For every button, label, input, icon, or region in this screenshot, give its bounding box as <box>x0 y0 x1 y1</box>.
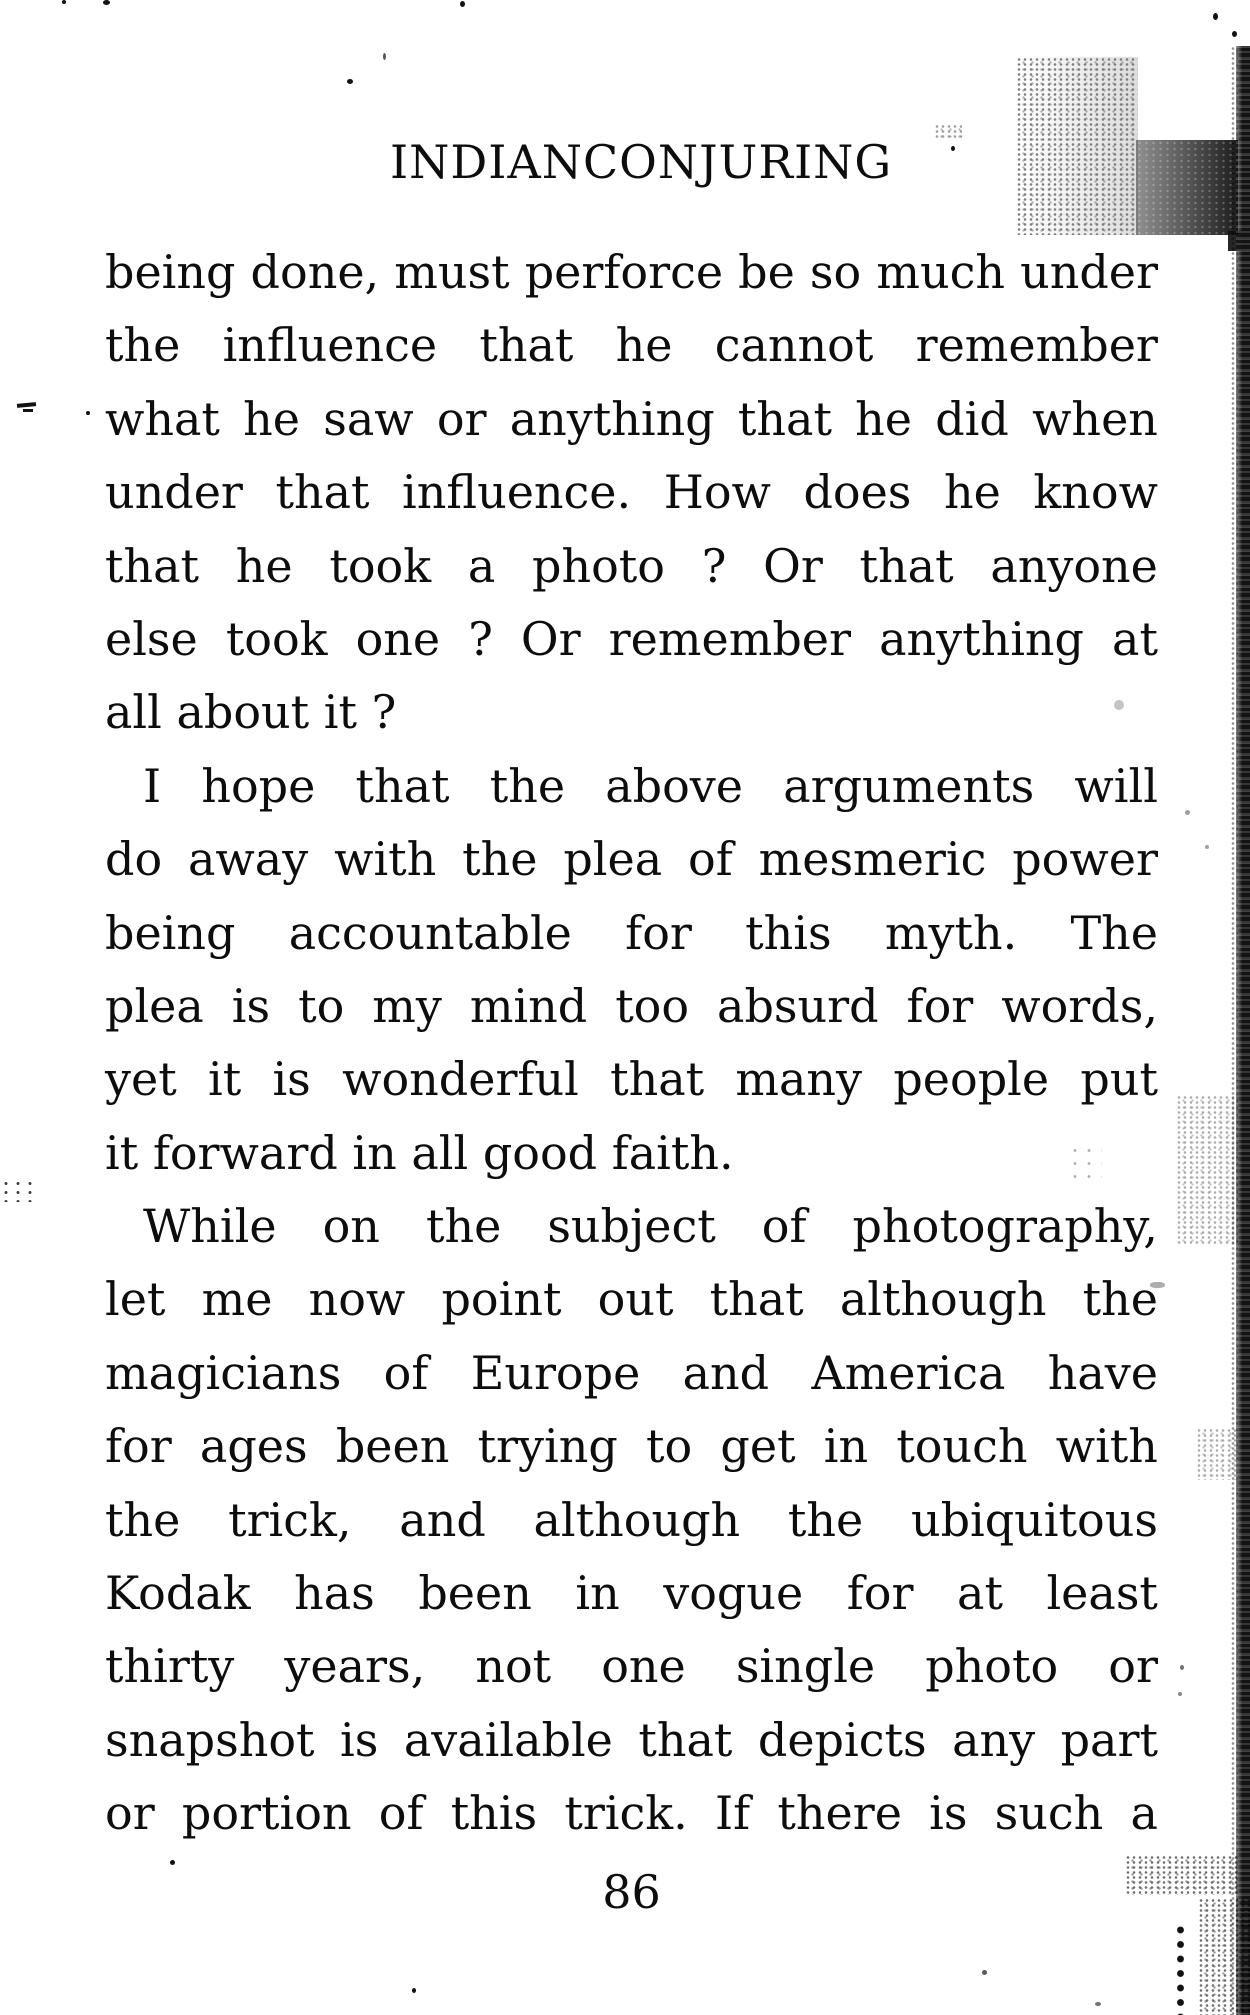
word: touch <box>896 1419 1028 1474</box>
scan-speck <box>1205 845 1209 849</box>
text-line <box>105 970 1158 1043</box>
word: done, <box>250 245 380 299</box>
chapter-running-head <box>390 135 893 189</box>
word: that <box>709 1272 804 1327</box>
word: a <box>1130 1786 1158 1841</box>
word: How <box>663 465 771 520</box>
scan-noise-patch <box>1196 1428 1238 1480</box>
word: me <box>201 1272 273 1327</box>
word: saw <box>323 391 414 446</box>
word: plea <box>105 978 204 1033</box>
word: is <box>231 978 271 1033</box>
word: mind <box>469 978 588 1033</box>
word: one <box>355 611 441 666</box>
word: now <box>308 1272 406 1327</box>
word: words, <box>1001 978 1158 1033</box>
word: does <box>803 465 912 520</box>
word: is <box>340 1712 379 1767</box>
word: yet <box>105 1052 177 1107</box>
text-line <box>105 383 1158 456</box>
scan-speck <box>1180 1665 1184 1670</box>
word: a <box>467 538 496 593</box>
text-line <box>105 1190 1158 1263</box>
word: plea <box>563 832 663 887</box>
margin-dash-mark <box>17 402 36 408</box>
text-line <box>105 1410 1158 1483</box>
word: photo <box>532 538 665 593</box>
text-line <box>105 1263 1158 1336</box>
word: to <box>298 978 345 1033</box>
running-head-word: CONJURING <box>582 135 893 189</box>
word: ages <box>199 1419 308 1474</box>
word: perforce <box>524 245 724 299</box>
word: for <box>105 1419 172 1474</box>
word: for <box>625 905 692 960</box>
text-line <box>105 1777 1158 1850</box>
word: cannot <box>714 318 874 373</box>
scan-speck <box>951 146 955 151</box>
word: part <box>1060 1712 1158 1767</box>
word: the <box>105 318 181 373</box>
word: in <box>823 1419 869 1474</box>
text-line <box>105 1630 1158 1703</box>
word: America <box>811 1345 1006 1400</box>
word: this <box>450 1786 538 1841</box>
word: to <box>646 1419 693 1474</box>
word: that <box>355 758 450 813</box>
word: that <box>610 1052 705 1107</box>
word: that <box>638 1712 733 1767</box>
word: power <box>1012 832 1158 887</box>
word: Kodak <box>105 1566 251 1621</box>
running-head-word: INDIAN <box>390 135 583 189</box>
word: or <box>436 391 487 446</box>
word: the <box>425 1199 502 1254</box>
scan-speck-cluster <box>0 1179 40 1202</box>
scan-smudge <box>934 124 962 138</box>
scan-speck <box>347 79 353 84</box>
word: what <box>105 391 220 446</box>
word: else <box>105 611 198 666</box>
word: point <box>441 1272 562 1327</box>
word: for <box>846 1566 914 1621</box>
word: If <box>714 1786 751 1841</box>
word: that <box>105 538 200 593</box>
word: of <box>688 832 733 887</box>
word: must <box>394 245 510 299</box>
text-line <box>105 236 1158 309</box>
word: away <box>188 832 309 887</box>
scan-speck <box>1185 810 1190 815</box>
body-text <box>105 236 1158 1851</box>
scan-speck <box>86 411 90 415</box>
scan-speck <box>1232 31 1237 37</box>
word: snapshot <box>105 1712 315 1767</box>
word: be <box>738 245 795 299</box>
scan-noise-patch <box>1198 1898 1250 2015</box>
text-line <box>105 603 1158 676</box>
word: that <box>479 318 574 373</box>
word: he <box>855 391 913 446</box>
scan-noise-patch <box>1176 1095 1238 1245</box>
word: wonderful <box>342 1052 579 1107</box>
scan-speck <box>1178 1692 1182 1696</box>
word: of <box>383 1345 429 1400</box>
word: While <box>143 1199 277 1254</box>
word: will <box>1074 758 1158 813</box>
scan-speck <box>1095 2002 1101 2006</box>
word: let <box>105 1272 166 1327</box>
word: such <box>994 1786 1104 1841</box>
text-line <box>105 1337 1158 1410</box>
word: it <box>207 1052 242 1107</box>
word: Europe <box>470 1345 641 1400</box>
text-line <box>105 1484 1158 1557</box>
word: anything <box>879 611 1084 666</box>
word: although <box>533 1492 741 1547</box>
word: of <box>378 1786 424 1841</box>
scan-speck <box>170 1860 175 1865</box>
word: out <box>597 1272 674 1327</box>
word: hope <box>201 758 316 813</box>
word: with <box>1055 1419 1158 1474</box>
text-line <box>105 1043 1158 1116</box>
word: vogue <box>663 1566 804 1621</box>
word: or <box>1108 1639 1158 1694</box>
word: the <box>462 832 538 887</box>
text-line <box>105 823 1158 896</box>
word: myth. <box>884 905 1018 960</box>
word: mesmeric <box>758 832 987 887</box>
word: do <box>105 832 163 887</box>
word: being <box>105 905 236 960</box>
word: people <box>893 1052 1050 1107</box>
word: that <box>859 538 954 593</box>
word: least <box>1046 1566 1158 1621</box>
word: under <box>1020 245 1158 299</box>
word: anything <box>509 391 715 446</box>
margin-dash-mark <box>23 409 33 412</box>
word: or <box>105 1786 155 1841</box>
word: ubiquitous <box>910 1492 1158 1547</box>
scan-gutter-shadow <box>1236 46 1250 2015</box>
text-line <box>105 897 1158 970</box>
text-line <box>105 750 1158 823</box>
scan-speck <box>62 0 66 4</box>
word: and <box>682 1345 770 1400</box>
word: Or <box>763 538 823 593</box>
word: in <box>575 1566 620 1621</box>
scan-gutter-fringe <box>1230 46 1238 2015</box>
word: did <box>935 391 1009 446</box>
word: when <box>1032 391 1158 446</box>
scan-noise-blob-dark <box>1136 140 1238 235</box>
word: magicians <box>105 1345 342 1400</box>
word: being <box>105 245 236 299</box>
word: trying <box>477 1419 618 1474</box>
word: that <box>737 391 832 446</box>
word: this <box>745 905 832 960</box>
word: and <box>399 1492 486 1547</box>
word: any <box>952 1712 1036 1767</box>
scan-speck <box>460 1 465 7</box>
word: single <box>735 1639 876 1694</box>
scan-speck <box>982 1970 987 1975</box>
scan-speck <box>383 53 386 60</box>
word: above <box>605 758 744 813</box>
word: trick, <box>228 1492 352 1547</box>
word: accountable <box>288 905 572 960</box>
word: put <box>1080 1052 1158 1107</box>
word: much <box>876 245 1005 299</box>
word: influence. <box>402 465 632 520</box>
word: at <box>957 1566 1003 1621</box>
text-line <box>105 530 1158 603</box>
word: the <box>787 1492 864 1547</box>
word: my <box>372 978 442 1033</box>
word: at <box>1112 611 1158 666</box>
word: depicts <box>757 1712 927 1767</box>
word: portion <box>181 1786 352 1841</box>
word: the <box>105 1492 181 1547</box>
word: under <box>105 465 243 520</box>
word: is <box>929 1786 968 1841</box>
word: he <box>943 465 1001 520</box>
word: one <box>601 1639 686 1694</box>
word: is <box>272 1052 311 1107</box>
word: arguments <box>783 758 1035 813</box>
word: the <box>1082 1272 1158 1327</box>
word: on <box>322 1199 380 1254</box>
word: anyone <box>990 538 1158 593</box>
word: been <box>335 1419 450 1474</box>
text-line: it forward in all good faith. <box>105 1125 734 1180</box>
text-line: all about it ? <box>105 685 397 740</box>
text-line <box>105 1704 1158 1777</box>
word: he <box>615 318 673 373</box>
word: ? <box>468 611 493 666</box>
word: has <box>294 1566 375 1621</box>
word: know <box>1033 465 1158 520</box>
word: trick. <box>564 1786 688 1841</box>
word: there <box>777 1786 902 1841</box>
word: been <box>418 1566 532 1621</box>
word: remember <box>608 611 852 666</box>
word: thirty <box>105 1639 235 1694</box>
word: I <box>143 758 162 813</box>
word: subject <box>547 1199 716 1254</box>
word: Or <box>520 611 581 666</box>
word: he <box>235 538 293 593</box>
word: photo <box>925 1639 1059 1694</box>
word: have <box>1047 1345 1158 1400</box>
word: the <box>489 758 566 813</box>
word: took <box>225 611 328 666</box>
word: get <box>720 1419 796 1474</box>
word: many <box>735 1052 863 1107</box>
word: influence <box>222 318 438 373</box>
scan-dotted-line <box>1176 1926 1185 2015</box>
word: of <box>761 1199 807 1254</box>
word: remember <box>915 318 1158 373</box>
word: photography, <box>852 1199 1158 1254</box>
word: took <box>329 538 432 593</box>
text-line <box>105 456 1158 529</box>
word: for <box>906 978 974 1033</box>
word: with <box>334 832 437 887</box>
text-line <box>105 1557 1158 1630</box>
scan-speck <box>1213 13 1218 20</box>
page-number: 86 <box>602 1865 661 1919</box>
word: The <box>1070 905 1158 960</box>
word: that <box>275 465 370 520</box>
text-line <box>105 309 1158 382</box>
scan-speck <box>412 1988 416 1993</box>
word: years, <box>284 1639 426 1694</box>
word: so <box>809 245 862 299</box>
word: available <box>403 1712 613 1767</box>
scan-noise-blob-light <box>1016 57 1138 235</box>
word: although <box>839 1272 1047 1327</box>
word: not <box>475 1639 552 1694</box>
word: ? <box>701 538 727 593</box>
word: he <box>243 391 300 446</box>
scan-speck <box>103 0 110 5</box>
word: absurd <box>717 978 879 1033</box>
word: too <box>615 978 690 1033</box>
